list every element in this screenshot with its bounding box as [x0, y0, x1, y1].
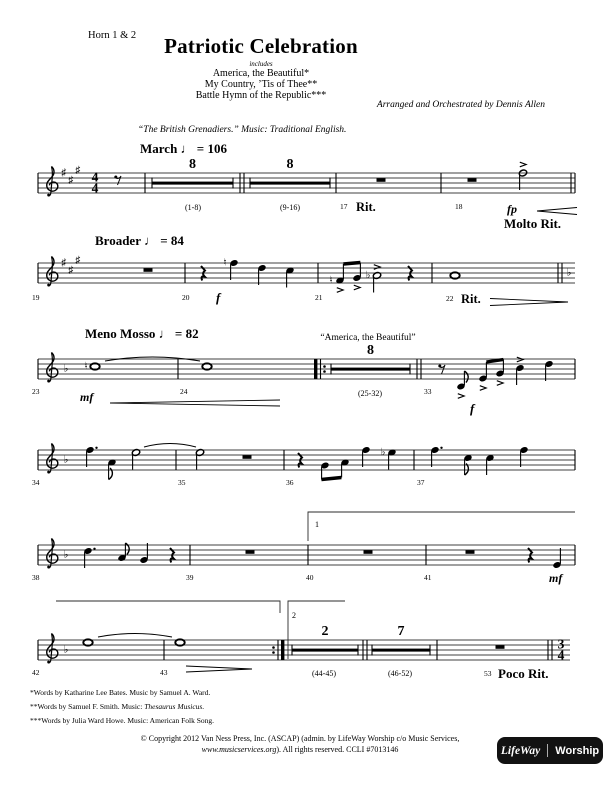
tempo-marking: Meno Mosso ♩ = 82: [85, 326, 199, 341]
time-signature-denominator: 4: [557, 647, 565, 663]
staff-system-6: [32, 601, 570, 681]
measure-number: 22: [446, 294, 454, 303]
key-signature-accidental: ♯: [75, 255, 81, 266]
ending-bracket: [56, 601, 280, 613]
part-name: Horn 1 & 2: [88, 30, 137, 41]
multirest-count: 8: [286, 157, 294, 172]
staff-system-1: [38, 141, 577, 231]
multirest-bar: [152, 182, 233, 185]
footnote-1: *Words by Katharine Lee Bates. Music by Samuel A. Ward.: [30, 688, 211, 697]
logo-worship-text: Worship: [555, 744, 600, 757]
measure-number: 17: [340, 202, 348, 211]
dynamic-marking: mf: [549, 571, 563, 585]
staff-system-5: [32, 512, 575, 585]
measure-number: 41: [424, 573, 432, 582]
time-signature-numerator: 4: [91, 169, 99, 185]
multirest-bar: [250, 182, 330, 185]
multirest-range: (44-45): [312, 669, 336, 678]
page-title: Patriotic Celebration: [164, 34, 358, 58]
accent-mark: [458, 394, 464, 399]
multirest-count: 8: [367, 343, 374, 358]
accent-mark: [497, 381, 503, 386]
footnote-3: ***Words by Julia Ward Howe. Music: American Folk Song.: [30, 716, 215, 725]
measure-number: 23: [32, 387, 40, 396]
measure-number: 20: [182, 293, 190, 302]
crescendo-hairpin: [537, 208, 577, 212]
measure-number: 38: [32, 573, 40, 582]
song-title-3: Battle Hymn of the Republic***: [195, 90, 327, 101]
treble-clef-icon: [47, 634, 58, 664]
accidental: ♭: [365, 270, 371, 281]
measure-number: 18: [455, 202, 463, 211]
measure-number: 39: [186, 573, 194, 582]
lifeway-worship-logo: [497, 737, 603, 764]
repeat-end-barline: [272, 646, 275, 649]
ending-bracket: [308, 512, 575, 541]
crescendo-hairpin: [110, 400, 280, 403]
tempo-change: Poco Rit.: [498, 666, 549, 681]
measure-number: 43: [160, 668, 168, 677]
treble-clef-icon: [47, 444, 58, 474]
measure-number: 53: [484, 669, 492, 678]
time-signature-numerator: 3: [557, 636, 565, 652]
key-signature-accidental: ♭: [63, 363, 69, 375]
staff-system-3: [32, 326, 575, 416]
multirest-bar: [372, 649, 430, 652]
key-signature-accidental: ♯: [61, 257, 67, 269]
key-signature-accidental: ♭: [63, 644, 69, 656]
ending-number: 2: [292, 611, 296, 620]
tie: [144, 444, 196, 448]
accidental: ♮: [223, 257, 227, 269]
beam: [321, 478, 341, 480]
rest: [364, 550, 373, 554]
tempo-marking: March ♩ = 106: [140, 141, 227, 156]
copyright-line-2: www.musicservices.org). All rights reserved. CCLI #7013146: [201, 744, 399, 754]
rest: [466, 550, 475, 554]
tempo-change: Rit.: [356, 200, 376, 214]
measure-number: 21: [315, 293, 323, 302]
rest: [243, 455, 252, 459]
multirest-count: 8: [189, 157, 196, 172]
rest: [377, 178, 386, 182]
measure-number: 24: [180, 387, 188, 396]
treble-clef-icon: [47, 257, 58, 287]
key-signature-accidental: ♭: [63, 549, 69, 561]
eighth-flag: [464, 371, 468, 383]
song-section-label: “America, the Beautiful”: [320, 333, 416, 343]
logo-divider: [547, 744, 548, 757]
rest: [246, 550, 255, 554]
tempo-change: Rit.: [461, 292, 481, 306]
tie: [98, 634, 172, 638]
rest: [496, 645, 505, 649]
measure-number: 33: [424, 387, 432, 396]
rest: [144, 268, 153, 272]
measure-number: 35: [178, 478, 186, 487]
treble-clef-icon: [47, 353, 58, 383]
song-title-2: My Country, ’Tis of Thee**: [204, 79, 318, 90]
copyright-line-1: © Copyright 2012 Van Ness Press, Inc. (ASCAP) (admin. by LifeWay Worship c/o Music Services,: [140, 734, 460, 743]
treble-clef-icon: [47, 167, 58, 197]
treble-clef-icon: [47, 539, 58, 569]
includes-label: includes: [249, 60, 273, 68]
key-signature-accidental: ♯: [68, 175, 74, 186]
multirest-count: 2: [321, 624, 329, 639]
tempo-marking: Broader ♩ = 84: [95, 233, 184, 248]
accent-mark: [480, 386, 486, 391]
measure-number: 36: [286, 478, 294, 487]
multirest-bar: [331, 368, 410, 371]
decrescendo-hairpin: [490, 299, 568, 303]
arranger-credit: Arranged and Orchestrated by Dennis Allen: [376, 100, 545, 110]
rest: [468, 178, 477, 182]
multirest-range: (25-32): [358, 389, 382, 398]
footnote-2: **Words by Samuel F. Smith. Music: Thesaurus Musicus.: [30, 702, 205, 711]
staff-system-4: [32, 444, 575, 488]
tempo-change: Molto Rit.: [504, 216, 562, 231]
accent-mark: [517, 357, 523, 362]
multirest-range: (1-8): [185, 203, 201, 212]
beam: [343, 263, 360, 265]
multirest-range: (46-52): [388, 669, 412, 678]
accidental: ♭: [380, 447, 386, 458]
dynamic-marking: f: [470, 401, 475, 416]
source-attribution: “The British Grenadiers.” Music: Traditional English.: [138, 125, 347, 135]
key-signature-accidental: ♯: [68, 265, 74, 276]
key-signature-accidental: ♭: [63, 454, 69, 466]
repeat-start-barline: [314, 359, 317, 379]
accent-mark: [374, 265, 380, 270]
time-signature-denominator: 4: [91, 180, 99, 196]
beam: [486, 360, 503, 363]
ending-number: 1: [315, 520, 319, 529]
multirest-bar: [292, 649, 358, 652]
dynamic-marking: fp: [507, 202, 517, 216]
accent-mark: [337, 288, 343, 293]
key-signature-accidental: ♯: [75, 165, 81, 176]
multirest-count: 7: [397, 624, 405, 639]
measure-number: 19: [32, 293, 40, 302]
key-signature-accidental: ♭: [566, 267, 572, 279]
measure-number: 42: [32, 668, 40, 677]
decrescendo-hairpin: [186, 666, 252, 669]
measure-number: 37: [417, 478, 425, 487]
measure-number: 40: [306, 573, 314, 582]
accidental: ♮: [329, 275, 333, 286]
key-signature-accidental: ♯: [61, 167, 67, 179]
copyright-notice: [60, 734, 540, 755]
measure-number: 34: [32, 478, 40, 487]
dynamic-marking: f: [216, 290, 221, 305]
song-title-1: America, the Beautiful*: [212, 68, 310, 79]
accent-mark: [354, 285, 360, 290]
accidental: ♮: [84, 361, 88, 372]
accent-mark: [520, 162, 526, 167]
staff-system-2: [32, 233, 575, 306]
logo-lifeway-text: LifeWay: [500, 744, 541, 757]
dynamic-marking: mf: [80, 390, 94, 404]
multirest-range: (9-16): [280, 203, 300, 212]
